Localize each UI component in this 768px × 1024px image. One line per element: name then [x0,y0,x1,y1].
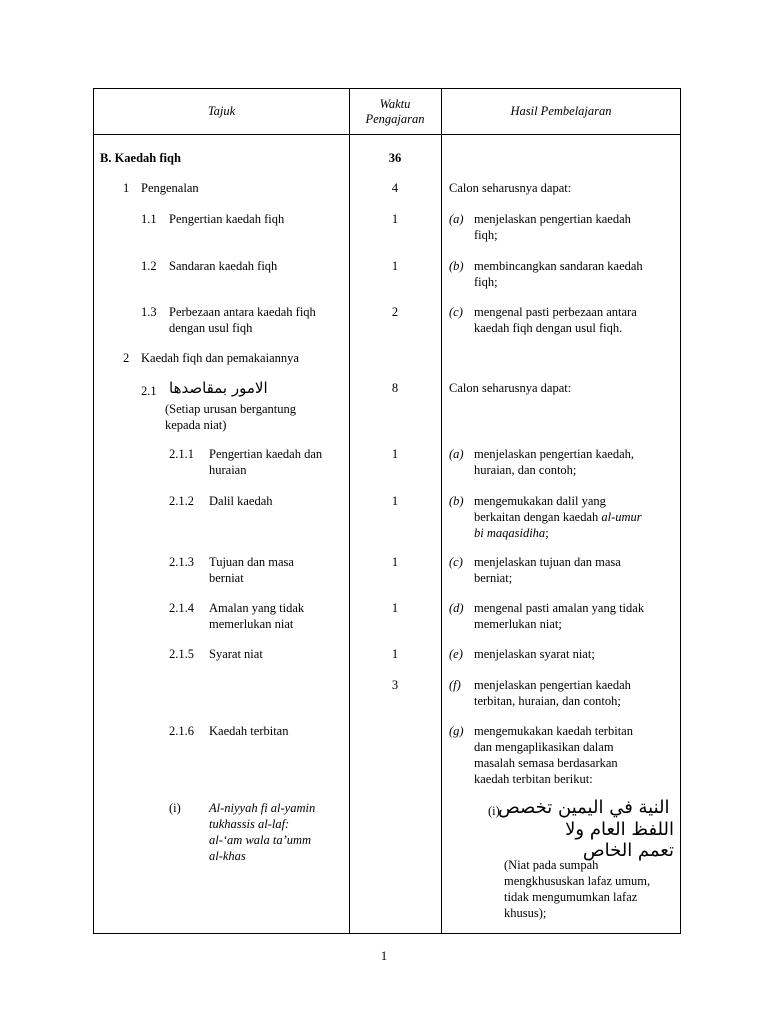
topic-number: 1 [123,181,130,195]
subtopic-title: Kaedah terbitan [209,724,289,738]
header-hasil [441,89,681,134]
subtopic-hours: 1 [391,259,399,273]
outcome-text: berniat; [474,571,513,585]
outcome-text: fiqh; [474,228,498,242]
arabic-maxim: اللفظ العام ولا [565,819,674,840]
outcome-text: mengenal pasti amalan yang tidak [474,601,645,615]
subtopic-title: (Setiap urusan bergantung [165,402,296,416]
syllabus-table [93,88,681,934]
subtopic-hours: 1 [391,555,399,569]
section-hours: 36 [388,151,402,165]
outcome-text [474,525,549,541]
outcome-letter: (a) [449,212,464,226]
subtopic-title: Pengertian kaedah fiqh [169,212,285,226]
subtopic-hours: 3 [391,678,399,692]
subtopic-number: 1.1 [141,212,157,226]
header-waktu-line2: Pengajaran [365,111,425,126]
subtopic-hours: 1 [391,647,399,661]
outcome-text: dan mengaplikasikan dalam [474,740,614,754]
subtopic-number: 2.1.4 [169,601,194,615]
page-number: 1 [380,949,388,963]
subtopic-hours: 8 [391,381,399,395]
subtopic-title: huraian [209,463,247,477]
arabic-maxim: الامور بمقاصدها [169,379,268,397]
header-waktu-line1: Waktu [379,96,411,111]
outcome-letter: (f) [449,678,461,692]
maxim-translation: mengkhususkan lafaz umum, [504,874,651,888]
header-tajuk-label: Tajuk [207,104,236,118]
maxim-translation: tidak mengumumkan lafaz [504,890,638,904]
outcome-text: menjelaskan pengertian kaedah [474,212,631,226]
topic-number: 2 [123,351,130,365]
subtopic-title: Amalan yang tidak [209,601,305,615]
subtopic-number: 2.1.5 [169,647,194,661]
subtopic-hours: 1 [391,447,399,461]
column-divider [441,89,442,933]
maxim-translation: (Niat pada sumpah [504,858,599,872]
subtopic-title: dengan usul fiqh [169,321,253,335]
outcome-letter: (d) [449,601,464,615]
outcome-text: membincangkan sandaran kaedah [474,259,643,273]
outcome-text: fiqh; [474,275,498,289]
outcome-text: terbitan, huraian, dan contoh; [474,694,621,708]
subtopic-hours: 1 [391,601,399,615]
subtopic-title: Dalil kaedah [209,494,273,508]
subtopic-title: Sandaran kaedah fiqh [169,259,278,273]
outcome-letter: (e) [449,647,463,661]
outcome-text: kaedah fiqh dengan usul fiqh. [474,321,623,335]
outcome-intro: Calon seharusnya dapat: [449,381,572,395]
subtopic-title: berniat [209,571,244,585]
outcome-letter: (c) [449,555,463,569]
outcome-text: masalah semasa berdasarkan [474,756,618,770]
subtopic-number: 2.1.2 [169,494,194,508]
topic-title: Kaedah fiqh dan pemakaiannya [141,351,299,365]
subtopic-number: 2.1 [141,384,157,398]
item-title: al-‘am wala ta’umm [209,833,312,847]
outcome-letter: (c) [449,305,463,319]
subtopic-title: Tujuan dan masa [209,555,294,569]
outcome-text: mengemukakan kaedah terbitan [474,724,633,738]
item-number: (i) [169,801,181,815]
outcome-intro: Calon seharusnya dapat: [449,181,572,195]
outcome-text: huraian, dan contoh; [474,463,577,477]
outcome-text: mengenal pasti perbezaan antara [474,305,637,319]
subtopic-number: 2.1.1 [169,447,194,461]
maxim-translation: khusus); [504,906,547,920]
outcome-text-part: berkaitan dengan kaedah [474,510,602,524]
outcome-text [474,509,642,525]
subtopic-title: Pengertian kaedah dan [209,447,323,461]
header-waktu [349,89,441,134]
outcome-text: menjelaskan pengertian kaedah, [474,447,634,461]
item-title: Al-niyyah fi al-yamin [209,801,316,815]
outcome-text: menjelaskan syarat niat; [474,647,595,661]
subtopic-title: memerlukan niat [209,617,294,631]
section-title: B. Kaedah fiqh [100,151,181,165]
header-hasil-label: Hasil Pembelajaran [510,104,612,118]
subtopic-hours: 1 [391,212,399,226]
outcome-term: al-umur [601,510,642,524]
topic-title: Pengenalan [141,181,199,195]
outcome-letter: (g) [449,724,464,738]
subtopic-title: kepada niat) [165,418,227,432]
subtopic-hours: 2 [391,305,399,319]
outcome-text-part: ; [545,526,549,540]
header-divider [94,134,680,135]
outcome-term: bi maqasidiha [474,526,546,540]
outcome-text: menjelaskan tujuan dan masa [474,555,621,569]
subtopic-number: 2.1.3 [169,555,194,569]
subtopic-number: 1.3 [141,305,157,319]
subtopic-title: Syarat niat [209,647,263,661]
subtopic-number: 1.2 [141,259,157,273]
arabic-maxim-marker: (i) [488,804,500,818]
item-title: tukhassis al-laf: [209,817,290,831]
subtopic-number: 2.1.6 [169,724,194,738]
item-title: al-khas [209,849,246,863]
outcome-letter: (b) [449,494,464,508]
outcome-text: kaedah terbitan berikut: [474,772,593,786]
outcome-letter: (a) [449,447,464,461]
topic-hours: 4 [391,181,399,195]
subtopic-hours: 1 [391,494,399,508]
header-tajuk [94,89,349,134]
outcome-text: menjelaskan pengertian kaedah [474,678,631,692]
outcome-text: memerlukan niat; [474,617,562,631]
subtopic-title: Perbezaan antara kaedah fiqh [169,305,316,319]
outcome-letter: (b) [449,259,464,273]
arabic-maxim: تعمم الخاص [582,840,674,861]
arabic-maxim: النية في اليمين تخصص [498,797,670,818]
outcome-text: mengemukakan dalil yang [474,494,606,508]
